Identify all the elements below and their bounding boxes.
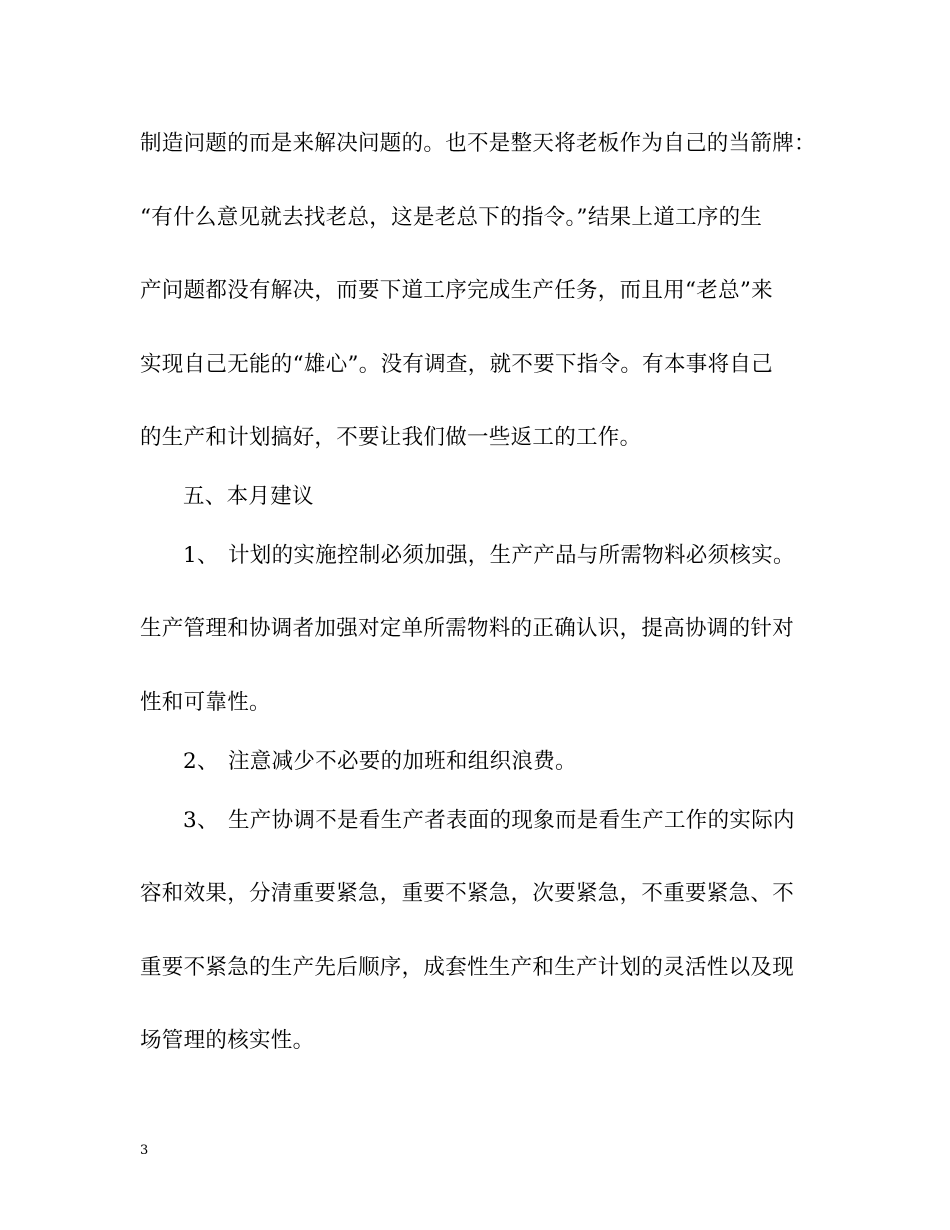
- page-number: 3: [140, 1143, 149, 1158]
- list-item-first-line: [183, 747, 863, 777]
- list-item-first-line: [183, 806, 863, 836]
- list-item-text: 生产协调不是看生产者表面的现象而是看生产工作的实际内: [228, 808, 795, 833]
- list-item-text: 注意减少不必要的加班和组织浪费。: [228, 749, 577, 774]
- list-item-continuation: 容和效果，分清重要紧急，重要不紧急，次要紧急，不重要紧急、不: [140, 881, 795, 906]
- list-item-number: 1、: [183, 543, 219, 568]
- paragraph-line: 实现自己无能的“雄心”。没有调查，就不要下指令。有本事将自己: [140, 352, 773, 377]
- list-item-first-line: [183, 541, 863, 571]
- paragraph-line: 的生产和计划搞好，不要让我们做一些返工的工作。: [140, 425, 642, 450]
- section-heading: 五、本月建议: [183, 484, 314, 509]
- list-item-continuation: 生产管理和协调者加强对定单所需物料的正确认识，提高协调的针对: [140, 616, 795, 641]
- list-item-number: 3、: [183, 808, 219, 833]
- list-item-number: 2、: [183, 749, 219, 774]
- list-item-continuation: 性和可靠性。: [140, 690, 271, 715]
- list-item-text: 计划的实施控制必须加强，生产产品与所需物料必须核实。: [228, 543, 795, 568]
- paragraph-line: “有什么意见就去找老总，这是老总下的指令。”结果上道工序的生: [140, 205, 763, 230]
- list-item-continuation: 场管理的核实性。: [140, 1028, 315, 1053]
- list-item-continuation: 重要不紧急的生产先后顺序，成套性生产和生产计划的灵活性以及现: [140, 955, 795, 980]
- paragraph-line: 制造问题的而是来解决问题的。也不是整天将老板作为自己的当箭牌：: [140, 131, 816, 156]
- paragraph-line: 产问题都没有解决，而要下道工序完成生产任务，而且用“老总”来: [140, 278, 773, 303]
